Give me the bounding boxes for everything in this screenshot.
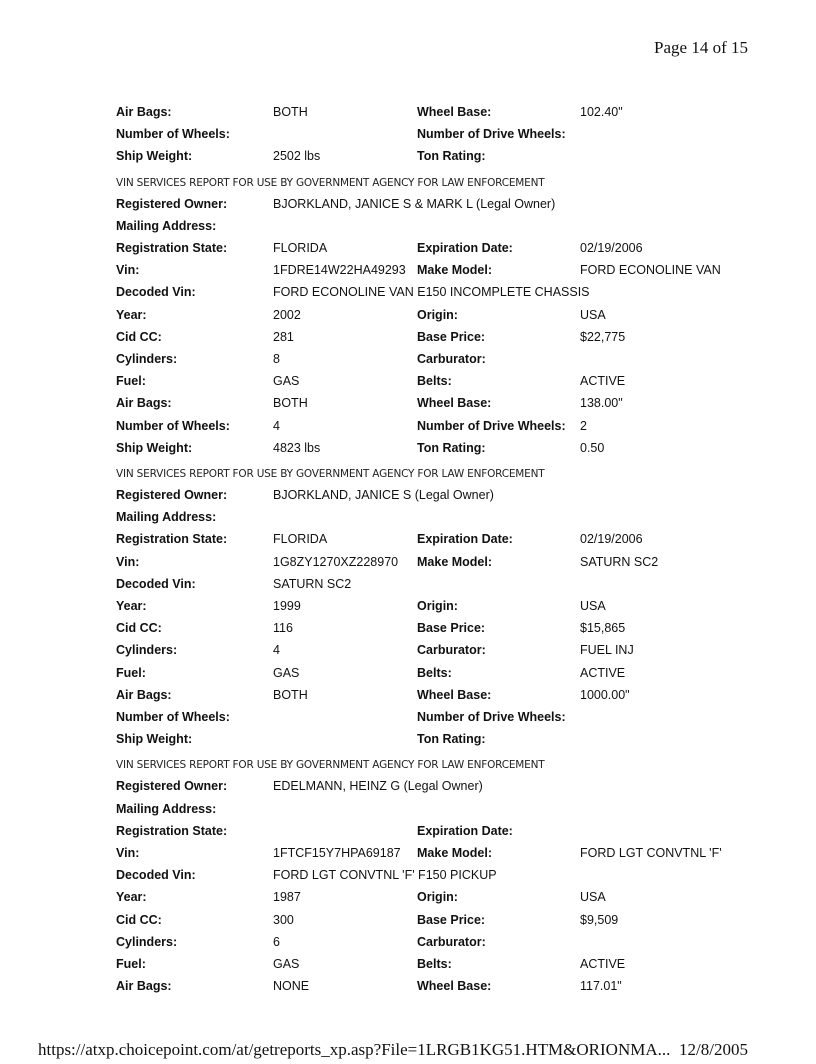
field-label: Cylinders: [116, 934, 178, 949]
field-value: 6 [273, 934, 280, 949]
field-label: Air Bags: [116, 396, 172, 411]
field-label: Ship Weight: [116, 440, 193, 455]
field-value: ACTIVE [580, 374, 626, 389]
field-value: 4 [273, 643, 280, 658]
field-value: NONE [273, 979, 310, 994]
field-label: Decoded Vin: [116, 868, 196, 883]
field-label: Ship Weight: [116, 149, 193, 164]
field-label: Cid CC: [116, 329, 162, 344]
field-value: FORD LGT CONVTNL 'F' F150 PICKUP [273, 868, 497, 883]
field-label: Make Model: [417, 263, 493, 278]
field-label: Carburator: [417, 934, 486, 949]
field-value: 1G8ZY1270XZ228970 [273, 554, 399, 569]
field-value: GAS [273, 957, 300, 971]
field-value: 138.00" [580, 396, 623, 411]
field-value: USA [580, 599, 606, 613]
field-value: ACTIVE [580, 665, 626, 680]
field-value: USA [580, 307, 606, 322]
field-label: Origin: [417, 890, 458, 905]
field-value: 2002 [273, 307, 301, 322]
field-value: BOTH [273, 105, 308, 119]
field-label: Year: [116, 890, 147, 905]
field-value: FLORIDA [273, 532, 328, 547]
field-value: FUEL INJ [580, 643, 634, 658]
field-label: Registered Owner: [116, 779, 228, 794]
field-label: Wheel Base: [417, 105, 492, 119]
record-header: VIN SERVICES REPORT FOR USE BY GOVERNMENT AGENCY FOR LAW ENFORCEMENT [116, 176, 545, 189]
field-label: Ton Rating: [417, 149, 486, 164]
field-label: Belts: [417, 374, 452, 389]
field-value: 1FDRE14W22HA49293 [273, 263, 406, 278]
field-value: FORD ECONOLINE VAN [580, 263, 721, 278]
field-label: Registration State: [116, 241, 228, 255]
field-value: 2 [580, 418, 587, 433]
field-value: FLORIDA [273, 241, 328, 255]
field-label: Ship Weight: [116, 732, 193, 747]
field-value: 300 [273, 912, 294, 927]
field-label: Registered Owner: [116, 196, 228, 211]
field-label: Number of Drive Wheels: [417, 127, 566, 142]
field-value: 116 [273, 621, 293, 636]
field-label: Cid CC: [116, 621, 162, 636]
field-value: 0.50 [580, 440, 605, 455]
field-label: Number of Wheels: [116, 418, 230, 433]
field-label: Registration State: [116, 823, 228, 838]
field-label: Carburator: [417, 352, 486, 366]
field-label: Number of Drive Wheels: [417, 418, 566, 433]
field-label: Expiration Date: [417, 532, 513, 547]
page-number: Page 14 of 15 [654, 38, 748, 57]
field-label: Air Bags: [116, 687, 172, 702]
field-value: 117.01" [580, 979, 622, 994]
field-value: 02/19/2006 [580, 241, 643, 255]
field-value: GAS [273, 665, 300, 680]
field-label: Base Price: [417, 329, 486, 344]
footer-url: https://atxp.choicepoint.com/at/getreports_xp.asp?File=1LRGB1KG51.HTM&ORIONMA... [38, 1040, 671, 1059]
field-value: FORD LGT CONVTNL 'F' [580, 846, 722, 860]
field-value: FORD ECONOLINE VAN E150 INCOMPLETE CHASSIS [273, 285, 590, 300]
field-label: Ton Rating: [417, 732, 486, 747]
field-label: Year: [116, 599, 147, 613]
field-label: Cylinders: [116, 352, 178, 366]
field-value: 102.40" [580, 105, 623, 119]
field-label: Expiration Date: [417, 823, 513, 838]
field-label: Base Price: [417, 621, 486, 636]
field-value: BOTH [273, 396, 308, 411]
field-value: 1999 [273, 599, 301, 613]
field-label: Registration State: [116, 532, 228, 547]
field-label: Make Model: [417, 554, 493, 569]
record-header: VIN SERVICES REPORT FOR USE BY GOVERNMENT AGENCY FOR LAW ENFORCEMENT [116, 468, 545, 480]
field-label: Cid CC: [116, 912, 162, 927]
field-label: Wheel Base: [417, 979, 492, 994]
footer-date: 12/8/2005 [679, 1040, 748, 1059]
field-label: Mailing Address: [116, 801, 217, 816]
field-label: Mailing Address: [116, 510, 217, 525]
field-value: SATURN SC2 [580, 554, 659, 569]
field-label: Vin: [116, 846, 140, 860]
field-value: 8 [273, 352, 280, 366]
field-label: Number of Drive Wheels: [417, 710, 566, 724]
field-label: Origin: [417, 599, 458, 613]
record-header: VIN SERVICES REPORT FOR USE BY GOVERNMENT AGENCY FOR LAW ENFORCEMENT [116, 759, 545, 772]
field-label: Decoded Vin: [116, 285, 196, 300]
field-label: Air Bags: [116, 105, 172, 119]
field-value: GAS [273, 374, 300, 389]
field-value: 02/19/2006 [580, 532, 643, 547]
field-label: Vin: [116, 554, 140, 569]
field-label: Number of Wheels: [116, 127, 230, 142]
field-value: 1000.00" [580, 687, 630, 702]
field-value: $22,775 [580, 329, 626, 344]
page-footer [38, 1040, 748, 1064]
field-label: Number of Wheels: [116, 710, 230, 724]
field-label: Wheel Base: [417, 396, 492, 411]
field-value: 2502 lbs [273, 149, 321, 164]
field-label: Expiration Date: [417, 241, 513, 255]
field-label: Make Model: [417, 846, 493, 860]
field-label: Carburator: [417, 643, 486, 658]
field-label: Vin: [116, 263, 140, 278]
field-label: Cylinders: [116, 643, 178, 658]
field-value: ACTIVE [580, 957, 626, 971]
field-value: BOTH [273, 687, 308, 702]
field-label: Mailing Address: [116, 218, 217, 233]
field-label: Registered Owner: [116, 488, 228, 502]
field-label: Decoded Vin: [116, 576, 196, 591]
field-label: Fuel: [116, 374, 146, 389]
field-value: BJORKLAND, JANICE S (Legal Owner) [273, 488, 494, 502]
field-value: 1FTCF15Y7HPA69187 [273, 846, 401, 860]
field-value: BJORKLAND, JANICE S & MARK L (Legal Owner) [273, 196, 556, 211]
field-label: Fuel: [116, 665, 146, 680]
field-value: 4 [273, 418, 280, 433]
field-value: 281 [273, 329, 294, 344]
field-label: Air Bags: [116, 979, 172, 994]
field-value: 1987 [273, 890, 301, 905]
field-value: 4823 lbs [273, 440, 321, 455]
field-value: EDELMANN, HEINZ G (Legal Owner) [273, 779, 483, 794]
field-label: Belts: [417, 957, 452, 971]
field-value: $9,509 [580, 912, 619, 927]
field-label: Wheel Base: [417, 687, 492, 702]
field-value: SATURN SC2 [273, 576, 352, 591]
field-value: $15,865 [580, 621, 626, 636]
field-label: Year: [116, 307, 147, 322]
field-label: Base Price: [417, 912, 486, 927]
field-label: Origin: [417, 307, 458, 322]
field-label: Belts: [417, 665, 452, 680]
field-label: Fuel: [116, 957, 146, 971]
field-value: USA [580, 890, 606, 905]
field-label: Ton Rating: [417, 440, 486, 455]
